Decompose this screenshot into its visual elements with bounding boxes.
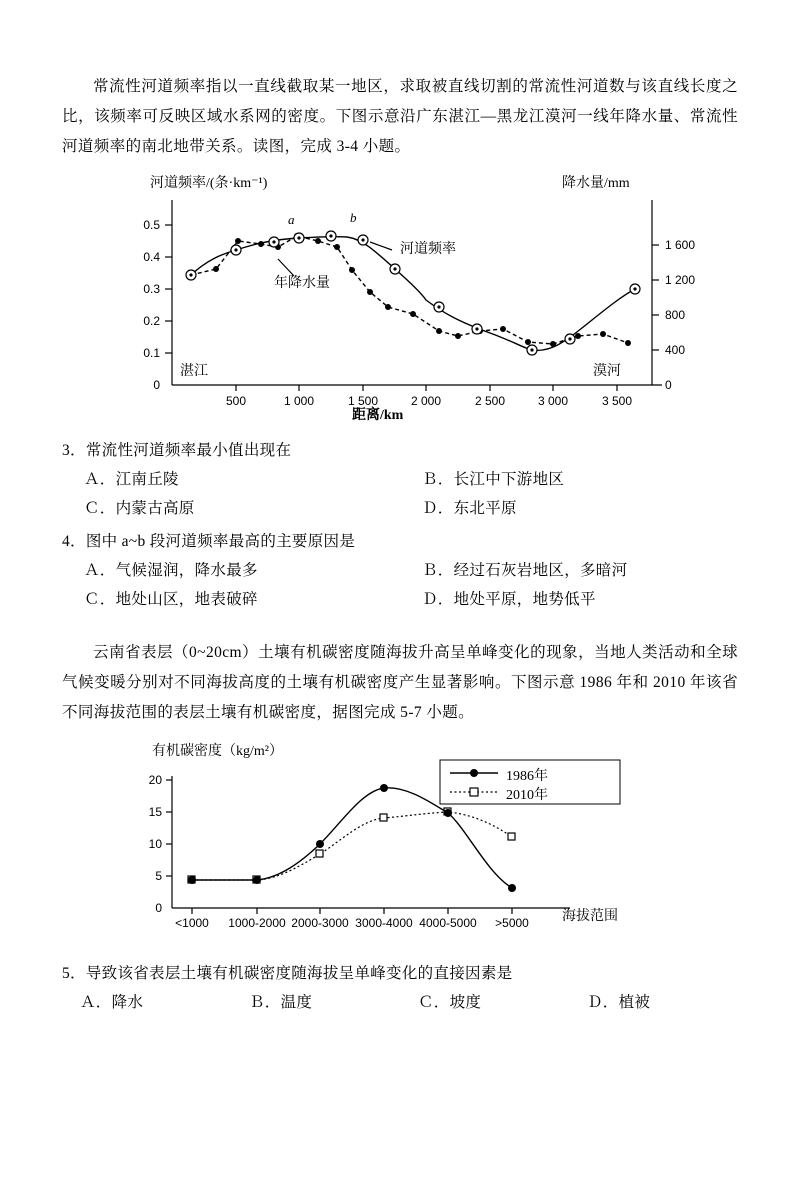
question-5-option-a[interactable]: Ａ．降水 bbox=[80, 994, 144, 1011]
page-content bbox=[62, 72, 738, 1017]
svg-text:4000-5000: 4000-5000 bbox=[419, 916, 477, 930]
question-4-options-row-2 bbox=[62, 585, 738, 614]
question-4-option-d[interactable]: Ｄ．地处平原，地势低平 bbox=[422, 591, 596, 608]
svg-text:1 500: 1 500 bbox=[347, 394, 379, 408]
svg-text:<1000: <1000 bbox=[175, 916, 209, 930]
svg-text:0.1: 0.1 bbox=[143, 346, 160, 360]
question-5-options bbox=[62, 988, 738, 1017]
svg-text:1 000: 1 000 bbox=[283, 394, 315, 408]
figure-1-point-b: b bbox=[350, 210, 357, 225]
svg-text:0: 0 bbox=[155, 901, 162, 915]
question-4-stem: 4．图中 a~b 段河道频率最高的主要原因是 bbox=[62, 533, 356, 550]
question-4-option-c[interactable]: Ｃ．地处山区，地表破碎 bbox=[84, 591, 258, 608]
figure-1-right-axis-title: 降水量/mm bbox=[562, 176, 630, 191]
figure-2-soil-organic-carbon bbox=[62, 740, 738, 955]
svg-text:0.5: 0.5 bbox=[143, 218, 160, 232]
figure-1-series-label-frequency: 河道频率 bbox=[400, 242, 456, 257]
svg-text:20: 20 bbox=[148, 773, 162, 787]
svg-text:3 500: 3 500 bbox=[601, 394, 633, 408]
figure-2-legend-1986: 1986年 bbox=[506, 769, 548, 784]
svg-text:2000-3000: 2000-3000 bbox=[291, 916, 349, 930]
question-3-options-row-1 bbox=[62, 465, 738, 494]
passage-1: 常流性河道频率指以一直线截取某一地区，求取被直线切割的常流性河道数与该直线长度之比，该频率可反映区域水系网的密度。下图示意沿广东湛江—黑龙江漠河一线年降水量、常流性河道频率的南北地带关系。读图，完成 3-4 小题。 bbox=[62, 78, 738, 155]
question-5-option-b[interactable]: Ｂ．温度 bbox=[249, 994, 313, 1011]
question-5-option-d[interactable]: Ｄ．植被 bbox=[587, 994, 651, 1011]
svg-text:800: 800 bbox=[665, 308, 686, 322]
question-5-option-c[interactable]: Ｃ．坡度 bbox=[418, 994, 482, 1011]
figure-2-y-axis-title: 有机碳密度（kg/m²） bbox=[152, 744, 283, 759]
svg-text:>5000: >5000 bbox=[495, 916, 529, 930]
figure-2-x-axis-title: 海拔范围 bbox=[562, 909, 618, 924]
svg-text:5: 5 bbox=[155, 869, 162, 883]
figure-1-region-end-label: 漠河 bbox=[593, 364, 621, 379]
figure-1-left-axis-title: 河道频率/(条·km⁻¹) bbox=[150, 176, 268, 191]
svg-text:2 000: 2 000 bbox=[410, 394, 442, 408]
figure-1-series-label-precipitation: 年降水量 bbox=[274, 276, 330, 291]
svg-text:400: 400 bbox=[665, 343, 686, 357]
svg-text:1 200: 1 200 bbox=[665, 273, 696, 287]
figure-1-point-a: a bbox=[288, 212, 295, 227]
question-5-stem: 5．导致该省表层土壤有机碳密度随海拔呈单峰变化的直接因素是 bbox=[62, 965, 513, 982]
question-3-option-d[interactable]: Ｄ．东北平原 bbox=[422, 500, 517, 517]
svg-text:0: 0 bbox=[153, 378, 160, 392]
svg-text:500: 500 bbox=[225, 394, 247, 408]
question-4-option-b[interactable]: Ｂ．经过石灰岩地区，多暗河 bbox=[422, 562, 628, 579]
figure-2-plot bbox=[62, 758, 738, 948]
figure-1-region-start-label: 湛江 bbox=[180, 364, 208, 379]
question-3-options-row-2 bbox=[62, 494, 738, 523]
question-3-option-c[interactable]: Ｃ．内蒙古高原 bbox=[84, 500, 195, 517]
question-3-option-a[interactable]: Ａ．江南丘陵 bbox=[84, 471, 179, 488]
svg-text:0.2: 0.2 bbox=[143, 314, 160, 328]
passage-2: 云南省表层（0~20cm）土壤有机碳密度随海拔升高呈单峰变化的现象，当地人类活动和全球气候变暖分别对不同海拔高度的土壤有机碳密度产生显著影响。下图示意 1986 年和 2010 年该省不同海拔范围的表层土壤有机碳密度，据图完成 5-7 小题。 bbox=[62, 644, 738, 721]
question-4-option-a[interactable]: Ａ．气候湿润，降水最多 bbox=[84, 562, 258, 579]
svg-text:0.4: 0.4 bbox=[143, 250, 160, 264]
figure-2-legend-2010: 2010年 bbox=[506, 788, 548, 803]
svg-text:3000-4000: 3000-4000 bbox=[355, 916, 413, 930]
svg-text:15: 15 bbox=[148, 805, 162, 819]
svg-text:0.3: 0.3 bbox=[143, 282, 160, 296]
question-4-options-row-1 bbox=[62, 556, 738, 585]
question-3-option-b[interactable]: Ｂ．长江中下游地区 bbox=[422, 471, 565, 488]
svg-text:10: 10 bbox=[148, 837, 162, 851]
svg-text:1000-2000: 1000-2000 bbox=[228, 916, 286, 930]
figure-1-x-axis-title: 距离/km bbox=[352, 408, 404, 423]
svg-text:2 500: 2 500 bbox=[474, 394, 506, 408]
figure-1-plot bbox=[62, 190, 738, 420]
question-3-stem: 3．常流性河道频率最小值出现在 bbox=[62, 442, 292, 459]
figure-1-river-frequency-precipitation bbox=[62, 172, 738, 432]
svg-text:3 000: 3 000 bbox=[537, 394, 569, 408]
svg-text:0: 0 bbox=[665, 378, 672, 392]
svg-text:1 600: 1 600 bbox=[665, 238, 696, 252]
